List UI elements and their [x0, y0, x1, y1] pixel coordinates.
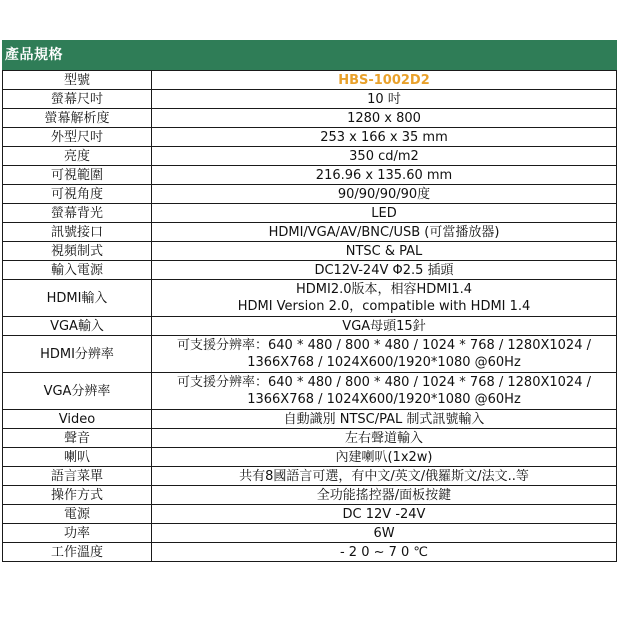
spec-value: 350 cd/m2	[152, 147, 617, 166]
section-header	[2, 40, 617, 70]
spec-row-audio	[3, 429, 617, 448]
spec-value: 自動識別 NTSC/PAL 制式訊號輸入	[152, 410, 617, 429]
spec-label: 訊號接口	[3, 223, 152, 242]
spec-value: DC12V-24V Φ2.5 插頭	[152, 261, 617, 280]
spec-row-operating-temp	[3, 543, 617, 562]
spec-label: 可視角度	[3, 185, 152, 204]
spec-label: Video	[3, 410, 152, 429]
spec-label: 聲音	[3, 429, 152, 448]
spec-value: - 2 0 ~ 7 0 ℃	[152, 543, 617, 562]
spec-label: 語言菜單	[3, 467, 152, 486]
spec-value: VGA母頭15針	[152, 317, 617, 336]
section-title: 產品規格	[5, 47, 63, 63]
spec-value: 6W	[152, 524, 617, 543]
spec-row-viewable-area	[3, 166, 617, 185]
spec-row-video-format	[3, 242, 617, 261]
spec-label: 亮度	[3, 147, 152, 166]
spec-label: VGA分辨率	[3, 373, 152, 410]
spec-value-line: HDMI2.0版本，相容HDMI1.4	[295, 282, 473, 297]
spec-value-line: HDMI Version 2.0，compatible with HDMI 1.4	[237, 299, 531, 314]
spec-row-viewing-angle	[3, 185, 617, 204]
spec-label: 工作溫度	[3, 543, 152, 562]
spec-label: VGA輸入	[3, 317, 152, 336]
spec-row-hdmi-input	[3, 280, 617, 317]
spec-row-brightness	[3, 147, 617, 166]
spec-label: HDMI輸入	[3, 280, 152, 317]
spec-value: 1280 x 800	[152, 109, 617, 128]
spec-value-line: 可支援分辨率：640 * 480 / 800 * 480 / 1024 * 768 / 1280X1024 /	[177, 375, 591, 390]
spec-value: 左右聲道輸入	[152, 429, 617, 448]
spec-value: 216.96 x 135.60 mm	[152, 166, 617, 185]
spec-value-line: 可支援分辨率：640 * 480 / 800 * 480 / 1024 * 768 / 1280X1024 /	[177, 338, 591, 353]
spec-label: 螢幕背光	[3, 204, 152, 223]
spec-label: 可視範圍	[3, 166, 152, 185]
spec-row-video	[3, 410, 617, 429]
spec-label: 型號	[3, 71, 152, 90]
spec-value: 內建喇叭(1x2w)	[152, 448, 617, 467]
spec-label: 螢幕尺吋	[3, 90, 152, 109]
spec-row-screen-size	[3, 90, 617, 109]
spec-row-signal-ports	[3, 223, 617, 242]
spec-sheet	[2, 40, 617, 562]
spec-row-input-power	[3, 261, 617, 280]
spec-value: DC 12V -24V	[152, 505, 617, 524]
spec-table	[2, 70, 617, 562]
spec-row-operation	[3, 486, 617, 505]
spec-value: 全功能搖控器/面板按鍵	[152, 486, 617, 505]
spec-label: 電源	[3, 505, 152, 524]
spec-label: HDMI分辨率	[3, 336, 152, 373]
spec-label: 螢幕解析度	[3, 109, 152, 128]
spec-value: 共有8國語言可選，有中文/英文/俄羅斯文/法文..等	[152, 467, 617, 486]
spec-value: LED	[152, 204, 617, 223]
spec-row-language-menu	[3, 467, 617, 486]
spec-value-line: 1366X768 / 1024X600/1920*1080 @60Hz	[247, 392, 521, 407]
spec-value-line: 1366X768 / 1024X600/1920*1080 @60Hz	[247, 355, 521, 370]
spec-label: 操作方式	[3, 486, 152, 505]
spec-row-model	[3, 71, 617, 90]
spec-value: 10 吋	[152, 90, 617, 109]
spec-label: 輸入電源	[3, 261, 152, 280]
spec-label: 功率	[3, 524, 152, 543]
spec-row-hdmi-resolution	[3, 336, 617, 373]
spec-row-backlight	[3, 204, 617, 223]
spec-row-dimensions	[3, 128, 617, 147]
spec-value	[152, 336, 617, 373]
model-number-value: HBS-1002D2	[152, 71, 617, 90]
spec-value	[152, 373, 617, 410]
spec-value	[152, 280, 617, 317]
spec-value: HDMI/VGA/AV/BNC/USB (可當播放器)	[152, 223, 617, 242]
spec-row-wattage	[3, 524, 617, 543]
spec-label: 外型尺吋	[3, 128, 152, 147]
spec-row-speaker	[3, 448, 617, 467]
spec-value: 253 x 166 x 35 mm	[152, 128, 617, 147]
spec-label: 喇叭	[3, 448, 152, 467]
spec-row-vga-input	[3, 317, 617, 336]
spec-row-resolution	[3, 109, 617, 128]
spec-label: 視頻制式	[3, 242, 152, 261]
spec-row-power	[3, 505, 617, 524]
spec-row-vga-resolution	[3, 373, 617, 410]
spec-value: 90/90/90/90度	[152, 185, 617, 204]
spec-value: NTSC & PAL	[152, 242, 617, 261]
